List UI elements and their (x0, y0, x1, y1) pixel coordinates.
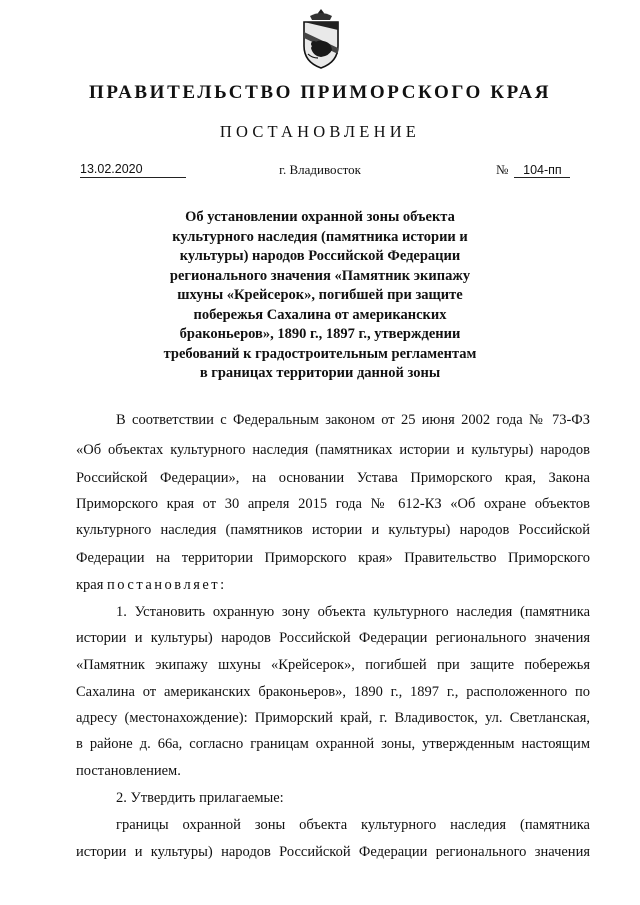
body-text-line: адресу (местонахождение): Приморский край, г. Владивосток, ул. Светланская, (76, 710, 590, 726)
document-subject (150, 208, 490, 384)
coat-of-arms-icon (300, 8, 342, 70)
body-text-line: «Памятник экипажу шхуны «Крейсерок», погибшей при защите побережья (76, 657, 590, 673)
subject-line: регионального значения «Памятник экипажу (169, 267, 471, 284)
subject-line: браконьеров», 1890 г., 1897 г., утверждении (179, 326, 461, 342)
subject-line: требований к градостроительным регламентам (163, 345, 477, 362)
body-text-line: постановлением. (76, 763, 181, 779)
body-text-line: Федерации на территории Приморского края» Правительство Приморского (76, 550, 590, 566)
body-text-line: в районе д. 66а, согласно границам охранной зоны, утвержденным настоящим (76, 736, 590, 752)
body-text-fragment: края (76, 577, 108, 593)
number-value: 104-пп (514, 163, 570, 178)
body-text-line: Приморского края от 30 апреля 2015 года № 612-КЗ «Об охране объектов (76, 496, 590, 512)
body-text-line: Сахалина от американских браконьеров», 1890 г., 1897 г., расположенного по (76, 684, 590, 700)
document-type: ПОСТАНОВЛЕНИЕ (219, 122, 421, 141)
subject-line: культуры) народов Российской Федерации (179, 248, 461, 264)
document-city: г. Владивосток (279, 162, 361, 177)
subject-line: шхуны «Крейсерок», погибшей при защите (177, 287, 463, 303)
body-text-line: границы охранной зоны объекта культурного наследия (памятника (116, 817, 590, 833)
body-text-line: Российской Федерации», на основании Устава Приморского края, Закона (76, 470, 590, 486)
body-text-line: 2. Утвердить прилагаемые: (116, 790, 284, 806)
subject-line: культурного наследия (памятника истории и (172, 228, 468, 245)
subject-line: Об установлении охранной зоны объекта (185, 209, 455, 225)
body-text-line: «Об объектах культурного наследия (памятниках истории и культуры) народов (76, 442, 590, 458)
body-text-line (76, 575, 590, 595)
number-label: № (496, 162, 509, 177)
subject-line: побережья Сахалина от американских (193, 306, 447, 323)
body-text-line: истории и культуры) народов Российской Федерации регионального значения (76, 630, 590, 646)
body-text-line: В соответствии с Федеральным законом от 25 июня 2002 года № 73-ФЗ (116, 412, 590, 428)
government-title: ПРАВИТЕЛЬСТВО ПРИМОРСКОГО КРАЯ (88, 82, 552, 103)
resolution-keyword: постановляет: (107, 577, 227, 593)
body-text-line: 1. Установить охранную зону объекта культурного наследия (памятника (116, 604, 590, 620)
body-text-line: культурного наследия (памятников истории и культуры) народов Российской (76, 522, 590, 538)
document-number (496, 162, 570, 178)
subject-line: в границах территории данной зоны (199, 365, 441, 381)
body-text-line: истории и культуры) народов Российской Федерации регионального значения (76, 844, 590, 860)
document-date: 13.02.2020 (80, 162, 186, 178)
